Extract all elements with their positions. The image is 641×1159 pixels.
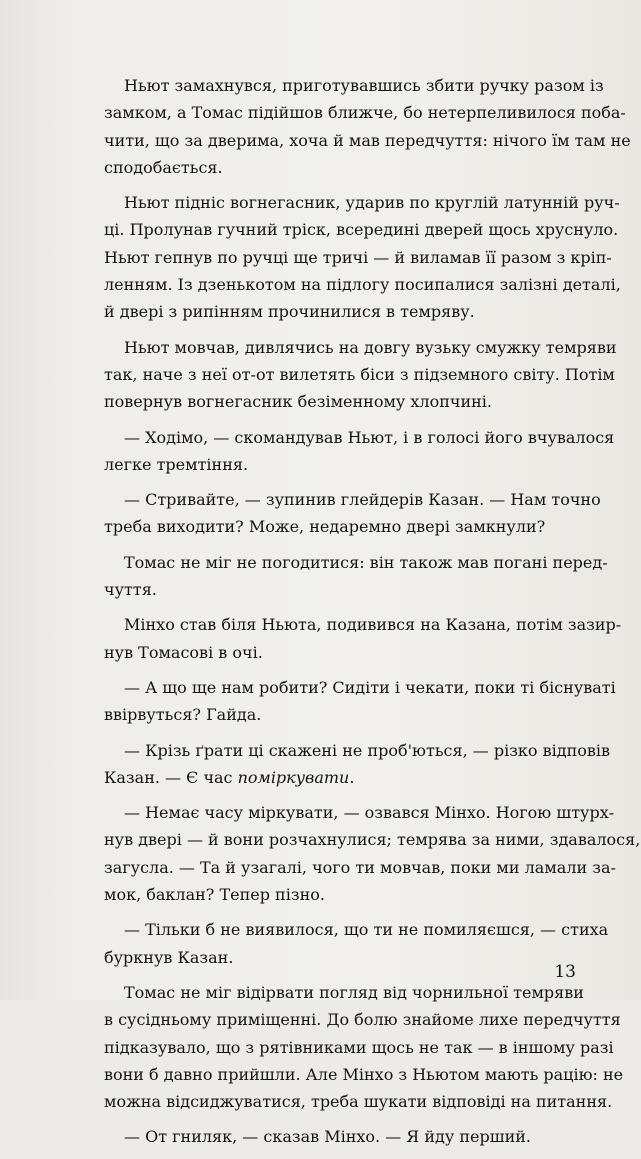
text-line: замком, а Томас підійшов ближче, бо нетерпеливилося поба- <box>104 103 626 123</box>
paragraph <box>104 1123 576 1150</box>
text-line: так, наче з неї от-от вилетять біси з підземного світу. Потім <box>104 364 615 384</box>
text-line: Ньют мовчав, дивлячись на довгу вузьку смужку темряви <box>124 337 617 357</box>
text-line: нув двері — й вони розчахнулися; темрява за ними, здавалося, <box>104 830 641 850</box>
text-line: Томас не міг не погодитися: він також мав погані перед- <box>124 552 608 572</box>
text-line: повернув вогнегасник безіменному хлопчині. <box>104 392 492 412</box>
text-line: легке тремтіння. <box>104 454 249 474</box>
paragraph <box>104 424 615 479</box>
page-number: 13 <box>554 962 576 982</box>
paragraph <box>104 916 609 971</box>
text-line: — Ходімо, — скомандував Ньют, і в голосі його вчувалося <box>124 427 615 447</box>
text-line <box>104 764 576 791</box>
text-line: Мінхо став біля Ньюта, подивився на Казана, потім зазир- <box>124 615 622 635</box>
italic-word: поміркувати <box>237 767 350 787</box>
paragraph <box>104 674 616 729</box>
text-line: можна відсиджуватися, треба шукати відповіді на питання. <box>104 1092 613 1112</box>
text-run: Казан. — Є час <box>104 767 238 787</box>
paragraph <box>104 979 624 1115</box>
text-line: чити, що за дверима, хоча й мав передчуття: нічого їм там не <box>104 130 631 150</box>
text-line: — От гниляк, — сказав Мінхо. — Я йду перший. <box>124 1127 531 1147</box>
text-line: сподобається. <box>104 157 223 177</box>
text-line: Ньют замахнувся, приготувавшись збити ручку разом із <box>124 76 604 95</box>
text-line: Ньют підніс вогнегасник, ударив по круглій латунній руч- <box>124 193 620 213</box>
paragraph <box>104 737 611 792</box>
text-line: — Стривайте, — зупинив глейдерів Казан. — Нам точно <box>124 490 601 510</box>
text-line: ленням. Із дзенькотом на підлогу посипалися залізні деталі, <box>104 275 621 295</box>
text-line: Ньют гепнув по ручці ще тричі — й виламав її разом з кріп- <box>104 247 612 267</box>
text-line: загусла. — Та й узагалі, чого ти мовчав, поки ми ламали за- <box>104 857 616 877</box>
text-line: ці. Пролунав гучний тріск, всередині дверей щось хруснуло. <box>104 220 619 240</box>
paragraph <box>104 549 608 604</box>
text-line: — А що ще нам робити? Сидіти і чекати, поки ті біснуваті <box>124 677 616 697</box>
text-line: й двері з рипінням прочинилися в темряву. <box>104 302 475 322</box>
text-line: чуття. <box>104 580 157 600</box>
paragraph <box>104 189 621 325</box>
text-line: мок, баклан? Тепер пізно. <box>104 885 325 905</box>
paragraph <box>104 334 617 416</box>
text-line: Томас не міг відірвати погляд від чорнильної темряви <box>124 982 584 1002</box>
paragraph <box>104 486 601 541</box>
text-line: підказувало, що з рятівниками щось не так — в іншому разі <box>104 1037 614 1057</box>
text-line: — Тільки б не виявилося, що ти не помиляєшся, — стиха <box>124 920 609 940</box>
text-line: ввірвуться? Гайда. <box>104 705 262 725</box>
paragraph <box>104 799 641 908</box>
text-line: нув Томасові в очі. <box>104 642 263 662</box>
text-line: треба виходити? Може, недаремно двері замкнули? <box>104 517 546 537</box>
text-line: — Немає часу міркувати, — озвався Мінхо. Ногою штурх- <box>124 803 615 823</box>
text-run: . <box>349 767 355 787</box>
text-line: — Крізь ґрати ці скажені не проб'ються, — різко відповів <box>124 740 611 760</box>
paragraph <box>104 611 622 666</box>
text-line: вони б давно прийшли. Але Мінхо з Ньютом мають рацію: не <box>104 1064 624 1084</box>
text-line: в сусідньому приміщенні. До болю знайоме лихе передчуття <box>104 1010 621 1030</box>
paragraph <box>104 72 631 181</box>
body-text <box>104 72 641 1159</box>
text-line: буркнув Казан. <box>104 947 234 967</box>
